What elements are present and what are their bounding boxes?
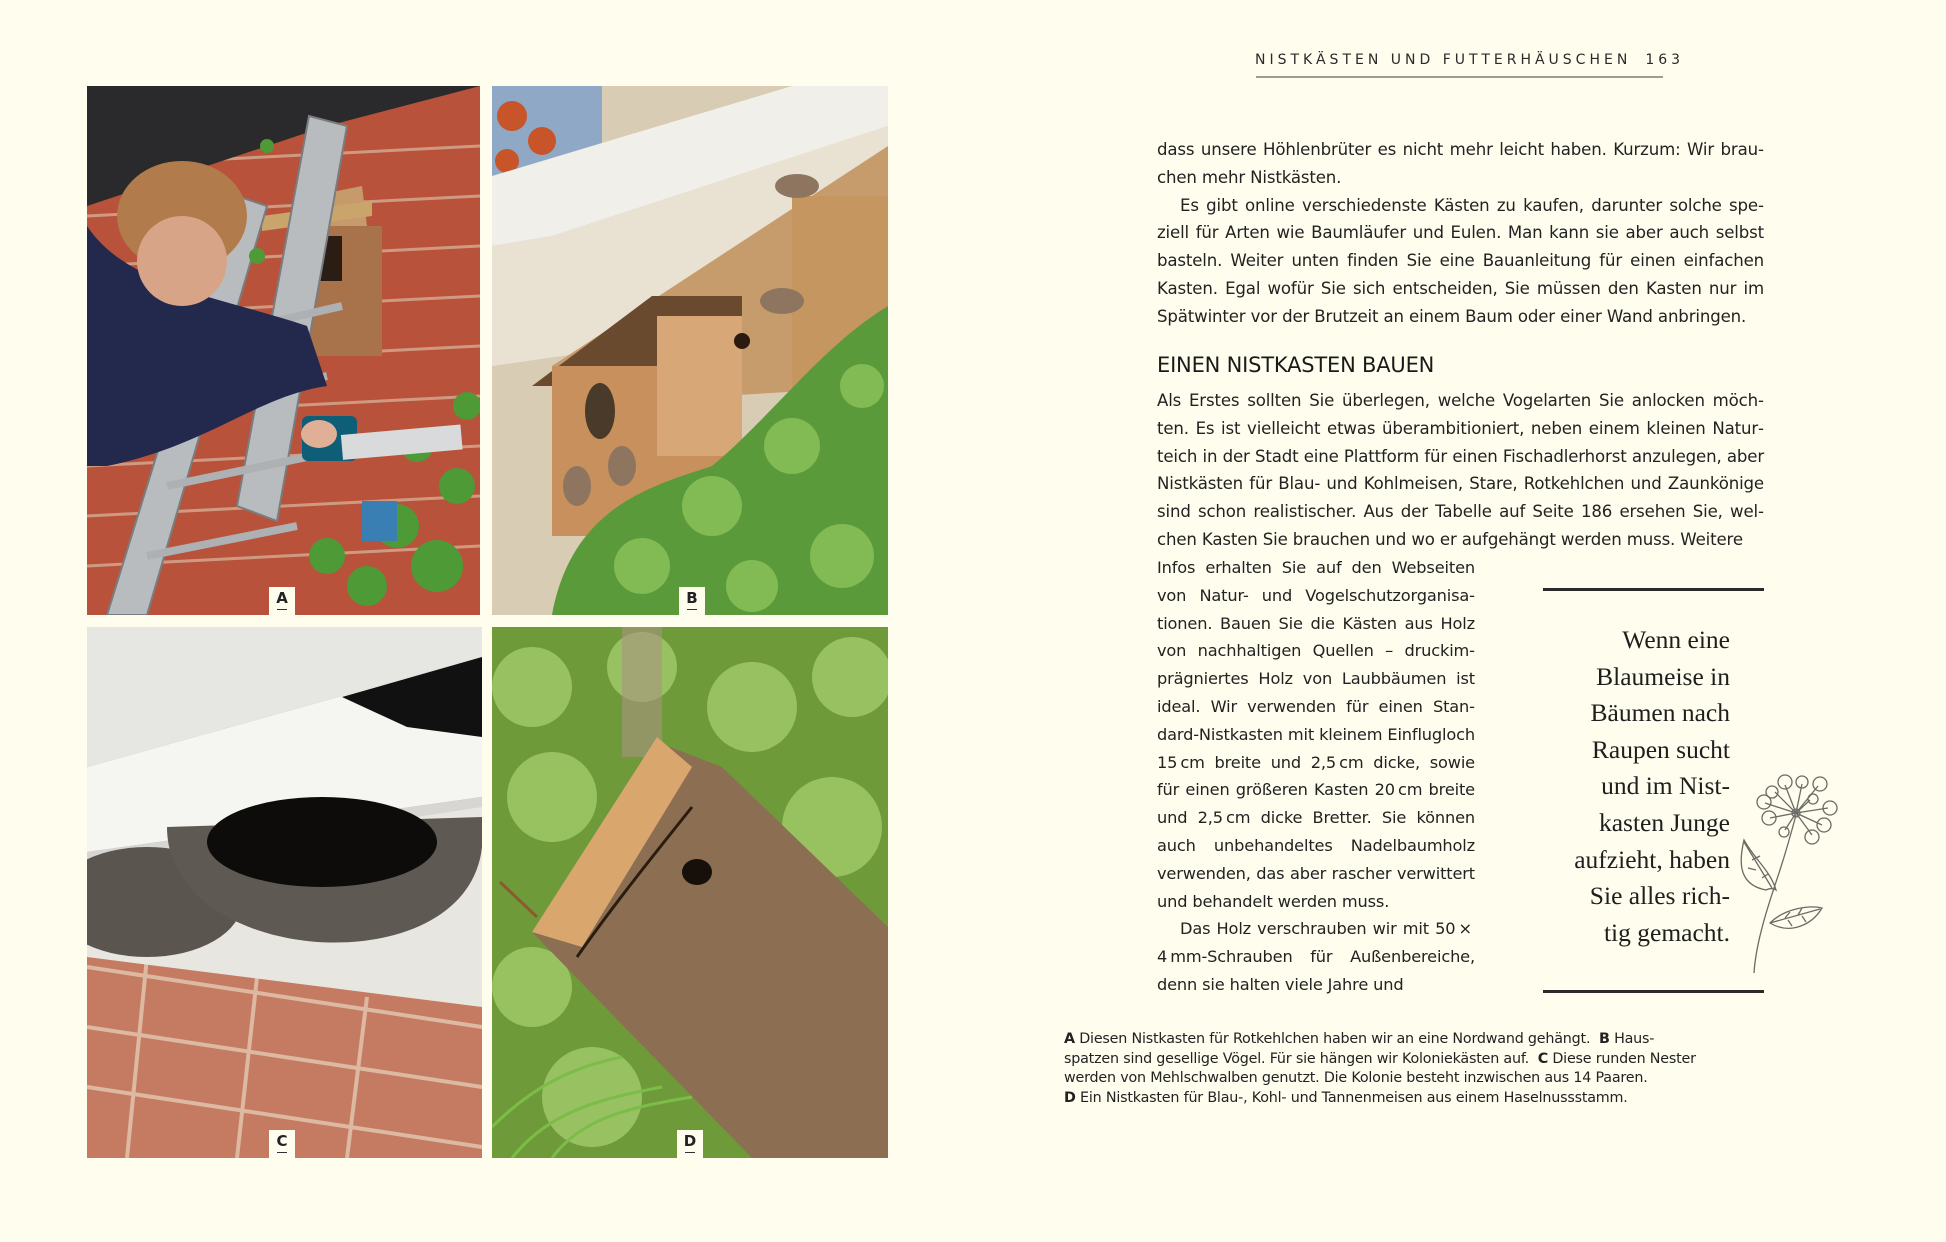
running-head-title: NISTKÄSTEN UND FUTTERHÄUSCHEN [1255,52,1632,68]
photo-label-a: A [269,587,295,615]
pull-quote-line: aufzieht, haben [1574,844,1730,874]
caption-label-c: C [1537,1050,1548,1067]
flower-illustration-icon [1740,770,1850,980]
photo-a-image [87,86,480,615]
caption-label-b: B [1599,1031,1610,1047]
section-heading: EINEN NISTKASTEN BAUEN [1157,353,1435,377]
pull-quote-line: Sie alles rich- [1589,881,1730,911]
pull-quote-line: Blaumeise in [1596,661,1730,691]
photo-label-b: B [679,587,705,615]
caption-text-c: Diese runden Nester werden von Mehlschwalben genutzt. Die Kolonie besteht inzwischen aus 14 Paaren. [1064,1050,1696,1087]
caption-text-d: Ein Nistkasten für Blau-, Kohl- und Tannenmeisen aus einem Haselnussstamm. [1080,1089,1628,1106]
section-paragraph-2: Infos erhalten Sie auf den Webseiten von Natur- und Vogelschutzorganisationen. Bauen Sie die Kästen aus Holz von nachhaltigen Quellen – druckimprägniertes Holz von Laubbäumen ist ideal. Wir verwenden für einen Standard-Nistkasten mit kleinem Einflugloch 15 cm breite und 2,5 cm dicke, sowie für einen größeren Kasten 20 cm breite und 2,5 cm dicke Bretter. Sie können auch unbehandeltes Nadelbaumholz verwenden, das aber rascher verwittert und behandelt werden muss. [1157,558,1475,911]
intro-paragraph-2: Es gibt online verschiedenste Kästen zu kaufen, darunter solche speziell für Arten wie Baumläufer und Eulen. Man kann sie aber auch selbst basteln. Weiter unten finden Sie eine Bauanleitung für einen einfachen Kasten. Egal wofür Sie sich entscheiden, Sie müssen den Kasten nur im Spätwinter vor der Brutzeit an einem Baum oder einer Wand anbringen. [1157,195,1764,326]
running-head [1255,52,1685,68]
caption-text-b: Hausspatzen sind gesellige Vögel. Für sie hängen wir Koloniekästen auf. [1064,1031,1655,1067]
photo-c [87,627,482,1158]
pull-quote [1530,622,1730,951]
photo-captions [1064,1030,1704,1108]
pull-quote-line: Wenn eine [1622,625,1730,654]
pull-quote-line: Raupen sucht [1591,734,1730,764]
photo-c-image [87,627,482,1158]
caption-text-a: Diesen Nistkasten für Rotkehlchen haben wir an eine Nordwand gehängt. [1079,1031,1591,1047]
pull-quote-line: Bäumen nach [1590,698,1730,728]
photo-label-c: C [269,1130,295,1158]
photo-d-image [492,627,888,1158]
photo-b-image [492,86,888,615]
pull-quote-bottom-rule [1543,990,1764,993]
pull-quote-top-rule [1543,588,1764,591]
page-number: 163 [1645,52,1685,68]
section-paragraph-1: Als Erstes sollten Sie überlegen, welche Vogelarten Sie anlocken möchten. Es ist vielleicht etwas überambitioniert, neben einem kleinen Naturteich in der Stadt eine Plattform für einen Fischadlerhorst anzulegen, aber Nistkästen für Blau- und Kohlmeisen, Stare, Rotkehlchen und Zaunkönige sind schon realistischer. Aus der Tabelle auf Seite 186 ersehen Sie, welchen Kasten Sie brauchen und wo er aufgehängt werden muss. Weitere [1157,391,1764,549]
section-text-full [1157,387,1764,554]
intro-text [1157,136,1764,331]
pull-quote-line: tig gemacht. [1603,917,1730,947]
running-head-rule [1256,76,1663,78]
section-text-narrow [1157,554,1475,999]
pull-quote-line: und im Nist- [1601,771,1730,801]
photo-a [87,86,480,615]
pull-quote-line: kasten Junge [1598,807,1730,837]
intro-paragraph-1: dass unsere Höhlenbrüter es nicht mehr leicht haben. Kurzum: Wir brauchen mehr Nistkästen. [1157,140,1764,187]
photo-d [492,627,888,1158]
photo-label-d: D [677,1130,703,1158]
caption-label-d: D [1064,1089,1076,1106]
photo-b [492,86,888,615]
caption-label-a: A [1064,1031,1075,1047]
section-paragraph-3: Das Holz verschrauben wir mit 50 × 4 mm-Schrauben für Außenbereiche, denn sie halten viele Jahre und [1157,919,1475,994]
